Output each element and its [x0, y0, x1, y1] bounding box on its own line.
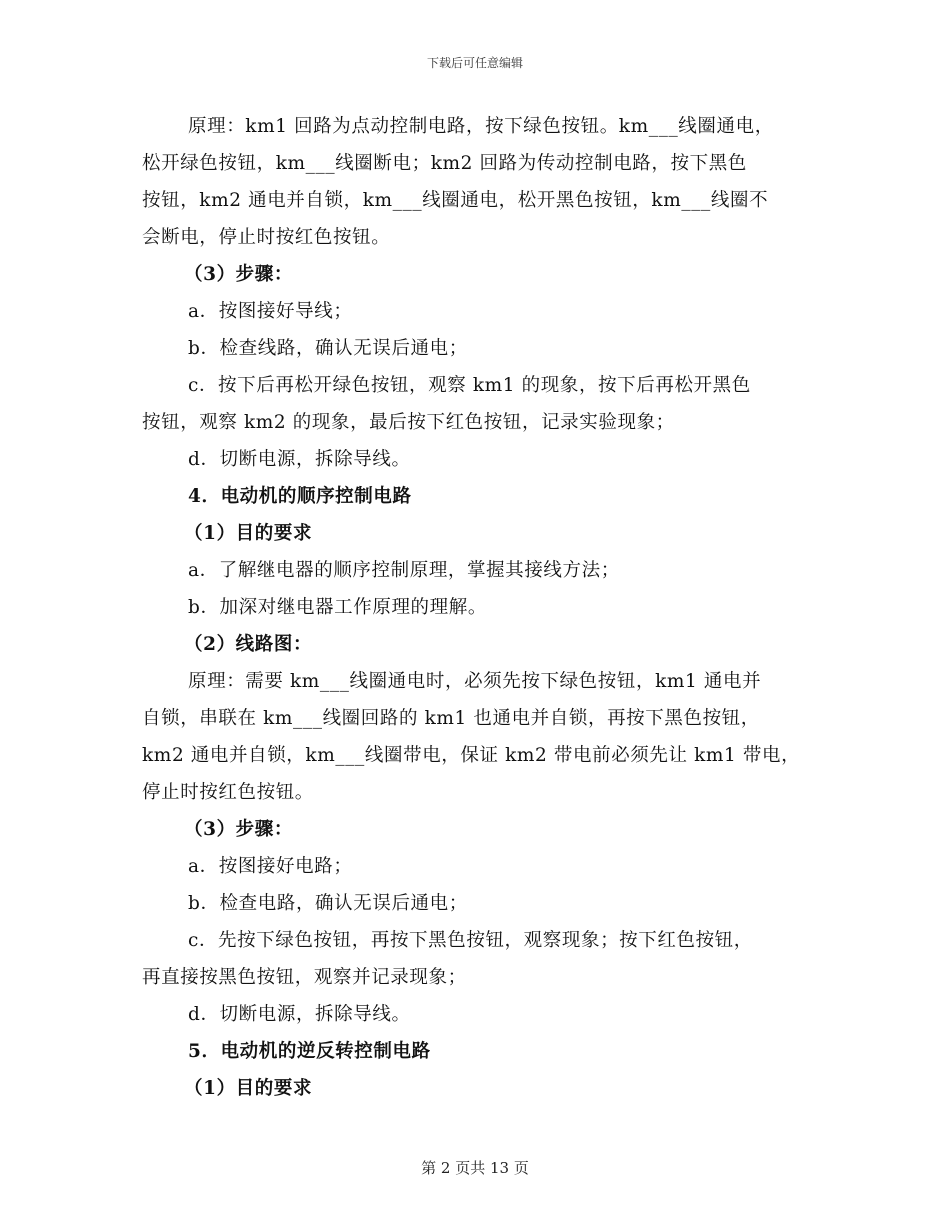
page-footer: 第 2 页共 13 页 — [421, 1159, 529, 1177]
page-header: 下载后可任意编辑 — [426, 56, 523, 70]
goal-item: a．了解继电器的顺序控制原理，掌握其接线方法； — [188, 560, 620, 581]
step-item-continued: 按钮，观察 km2 的现象，最后按下红色按钮，记录实验现象； — [142, 412, 675, 433]
paragraph-line: 停止时按红色按钮。 — [142, 782, 314, 803]
paragraph-line: 松开绿色按钮，km___线圈断电；km2 回路为传动控制电路，按下黑色 — [142, 153, 747, 174]
paragraph-line: 按钮，km2 通电并自锁，km___线圈通电，松开黑色按钮，km___线圈不 — [142, 190, 769, 211]
step-item: a．按图接好电路； — [188, 856, 353, 877]
subheading-circuit: （2）线路图： — [184, 634, 313, 655]
paragraph-line: km2 通电并自锁，km___线圈带电，保证 km2 带电前必须先让 km1 带电， — [142, 745, 801, 766]
step-item: d．切断电源，拆除导线。 — [188, 1004, 411, 1025]
paragraph-line: 原理：km1 回路为点动控制电路，按下绿色按钮。km___线圈通电， — [188, 116, 774, 137]
document-body — [142, 108, 822, 1107]
subheading-goals: （1）目的要求 — [184, 523, 313, 544]
paragraph-line: 自锁，串联在 km___线圈回路的 km1 也通电并自锁，再按下黑色按钮， — [142, 708, 760, 729]
step-item: d．切断电源，拆除导线。 — [188, 449, 411, 470]
step-item: c．按下后再松开绿色按钮，观察 km1 的现象，按下后再松开黑色 — [188, 375, 751, 396]
step-item: c．先按下绿色按钮，再按下黑色按钮，观察现象；按下红色按钮， — [188, 930, 753, 951]
goal-item: b．加深对继电器工作原理的理解。 — [188, 597, 487, 618]
step-item: b．检查线路，确认无误后通电； — [188, 338, 468, 359]
subheading-steps: （3）步骤： — [184, 819, 293, 840]
section-heading: 4．电动机的顺序控制电路 — [188, 486, 412, 507]
paragraph-line: 会断电，停止时按红色按钮。 — [142, 227, 391, 248]
step-item: a．按图接好导线； — [188, 301, 353, 322]
paragraph-line: 原理：需要 km___线圈通电时，必须先按下绿色按钮，km1 通电并 — [188, 671, 762, 692]
subheading-goals: （1）目的要求 — [184, 1078, 313, 1099]
subheading-steps: （3）步骤： — [184, 264, 293, 285]
step-item: b．检查电路，确认无误后通电； — [188, 893, 468, 914]
section-heading: 5．电动机的逆反转控制电路 — [188, 1041, 431, 1062]
step-item-continued: 再直接按黑色按钮，观察并记录现象； — [142, 967, 467, 988]
